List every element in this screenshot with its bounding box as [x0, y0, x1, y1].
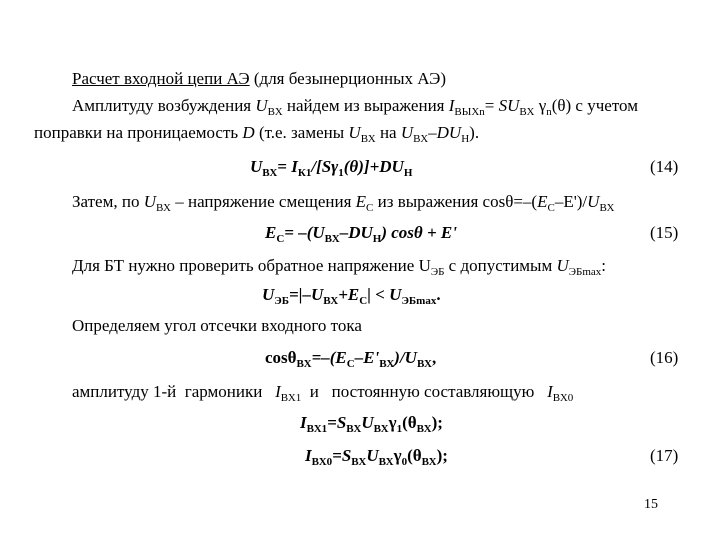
eq-subscript: Н — [403, 167, 413, 179]
eq-subscript: С — [346, 358, 355, 370]
var-u: U — [556, 256, 569, 275]
eq-subscript: ВХ — [379, 358, 395, 370]
text: с учетом — [571, 96, 638, 115]
text: –E')/ — [554, 192, 588, 211]
section-title-line — [72, 69, 446, 89]
var-du: DU — [436, 123, 462, 142]
eq-subscript: ВХ — [421, 456, 437, 468]
eq-part: ) cosθ + E' — [381, 223, 457, 242]
subscript: ВХ — [267, 106, 283, 118]
text: из выражения cosθ=–( — [373, 192, 538, 211]
eq-subscript: ВХ — [346, 423, 362, 435]
eq-part: γ — [393, 446, 402, 465]
eq-part: U — [250, 157, 263, 176]
subscript: ВХ — [155, 202, 171, 214]
equation-number-14: (14) — [650, 157, 679, 176]
eq-subscript: ЭБmax — [401, 295, 437, 307]
eq-subscript: К1 — [297, 167, 312, 179]
eq-subscript: ВХ0 — [311, 456, 333, 468]
text: Амплитуду возбуждения — [72, 96, 256, 115]
gamma-symbol: γ — [534, 96, 547, 115]
eq-subscript: ВХ — [351, 456, 367, 468]
eq-subscript: 1 — [396, 423, 403, 435]
subscript: Н — [461, 133, 470, 145]
eq-part: )/U — [394, 348, 417, 367]
eq-subscript: ВХ1 — [306, 423, 328, 435]
eq-part: =|–U — [289, 285, 324, 304]
eq-subscript: 0 — [401, 456, 408, 468]
var-u: U — [587, 192, 600, 211]
var-i: I — [275, 382, 281, 401]
eq-subscript: ВХ — [323, 295, 339, 307]
eq-subscript: С — [276, 233, 285, 245]
var-e: E — [537, 192, 548, 211]
eq-subscript: ЭБ — [274, 295, 290, 307]
var-i: I — [547, 382, 553, 401]
text: – напряжение смещения — [171, 192, 356, 211]
text: с допустимым — [444, 256, 557, 275]
section-title: Расчет входной цепи АЭ — [72, 69, 250, 88]
eq-part: = I — [277, 157, 298, 176]
eq-subscript: С — [359, 295, 368, 307]
var-su: SU — [498, 96, 520, 115]
eq-part: E — [265, 223, 277, 242]
eq-subscript: ВХ — [262, 167, 278, 179]
eq-part: γ — [388, 413, 397, 432]
subscript: ЭБ — [430, 266, 445, 278]
eq-part: (θ)]+DU — [343, 157, 404, 176]
text: : — [601, 256, 607, 275]
var-d: D — [242, 123, 255, 142]
paragraph-1-line-1 — [72, 96, 638, 116]
eq-part: (θ — [407, 446, 422, 465]
text: ). — [469, 123, 480, 142]
eq-part: cosθ — [265, 348, 297, 367]
paragraph-3 — [72, 256, 606, 276]
eq-subscript: ВХ — [416, 358, 432, 370]
var-i: I — [448, 96, 455, 115]
var-u: U — [255, 96, 268, 115]
eq-part: =S — [327, 413, 347, 432]
equation-number-16: (16) — [650, 348, 679, 367]
eq-subscript: 1 — [338, 167, 344, 179]
theta-arg: (θ) — [551, 96, 572, 115]
text: Для БТ нужно проверить обратное напряжение U — [72, 256, 431, 275]
subscript: ВХ — [413, 133, 429, 145]
eq-subscript: ВХ — [324, 233, 340, 245]
eq-part: ); — [431, 413, 443, 432]
var-e: E — [355, 192, 367, 211]
text: амплитуду 1-й гармоники — [72, 382, 276, 401]
equation-14 — [250, 157, 412, 177]
equation-number-17: (17) — [650, 446, 679, 465]
subscript: ВХ0 — [552, 392, 574, 404]
eq-part: –E' — [354, 348, 380, 367]
eq-part: = –(U — [284, 223, 325, 242]
text: и постоянную составляющую — [301, 382, 548, 401]
check-inequality — [262, 285, 441, 305]
eq-part: . — [436, 285, 441, 304]
var-u: U — [400, 123, 414, 142]
eq-subscript: ВХ — [296, 358, 312, 370]
eq-part: (θ — [402, 413, 417, 432]
equation-number-15: (15) — [650, 223, 679, 242]
eq-part: ); — [436, 446, 448, 465]
eq-part: U — [366, 446, 379, 465]
equation-17a — [300, 413, 443, 433]
eq-part: =S — [332, 446, 352, 465]
eq-part: , — [431, 348, 437, 367]
paragraph-1-line-2 — [34, 123, 479, 143]
subscript: С — [547, 202, 555, 214]
eq-part: +E — [338, 285, 360, 304]
paragraph-4: Определяем угол отсечки входного тока — [72, 316, 362, 335]
subscript: n — [546, 106, 552, 118]
text: поправки на проницаемость — [34, 123, 243, 142]
equation-16 — [265, 348, 436, 368]
var-u: U — [348, 123, 361, 142]
eq-part: I — [300, 413, 307, 432]
subscript: ВЫХn — [454, 106, 485, 118]
eq-part: –DU — [339, 223, 373, 242]
eq-subscript: ВХ — [416, 423, 432, 435]
subscript: ВХ — [599, 202, 615, 214]
text: на — [375, 123, 401, 142]
text: – — [428, 123, 437, 142]
subscript: ЭБmax — [568, 266, 602, 278]
equation-15 — [265, 223, 457, 243]
text: Затем, по — [72, 192, 144, 211]
equation-17b — [305, 446, 448, 466]
paragraph-2 — [72, 192, 614, 212]
text: найдем из выражения — [282, 96, 449, 115]
eq-part: U — [262, 285, 275, 304]
eq-part: /[Sγ — [311, 157, 339, 176]
var-u: U — [143, 192, 156, 211]
subscript: С — [366, 202, 374, 214]
paragraph-5 — [72, 382, 573, 402]
section-title-suffix: (для безынерционных АЭ) — [249, 69, 447, 88]
eq-part: | < U — [367, 285, 402, 304]
eq-part: =–(E — [311, 348, 347, 367]
eq-subscript: ВХ — [373, 423, 389, 435]
text: (т.е. замены — [254, 123, 349, 142]
eq-subscript: Н — [372, 233, 382, 245]
subscript: ВХ1 — [280, 392, 302, 404]
eq-part: U — [361, 413, 374, 432]
page-number: 15 — [644, 497, 658, 512]
eq-subscript: ВХ — [378, 456, 394, 468]
text: = — [484, 96, 499, 115]
subscript: ВХ — [519, 106, 535, 118]
eq-part: I — [305, 446, 312, 465]
subscript: ВХ — [360, 133, 376, 145]
